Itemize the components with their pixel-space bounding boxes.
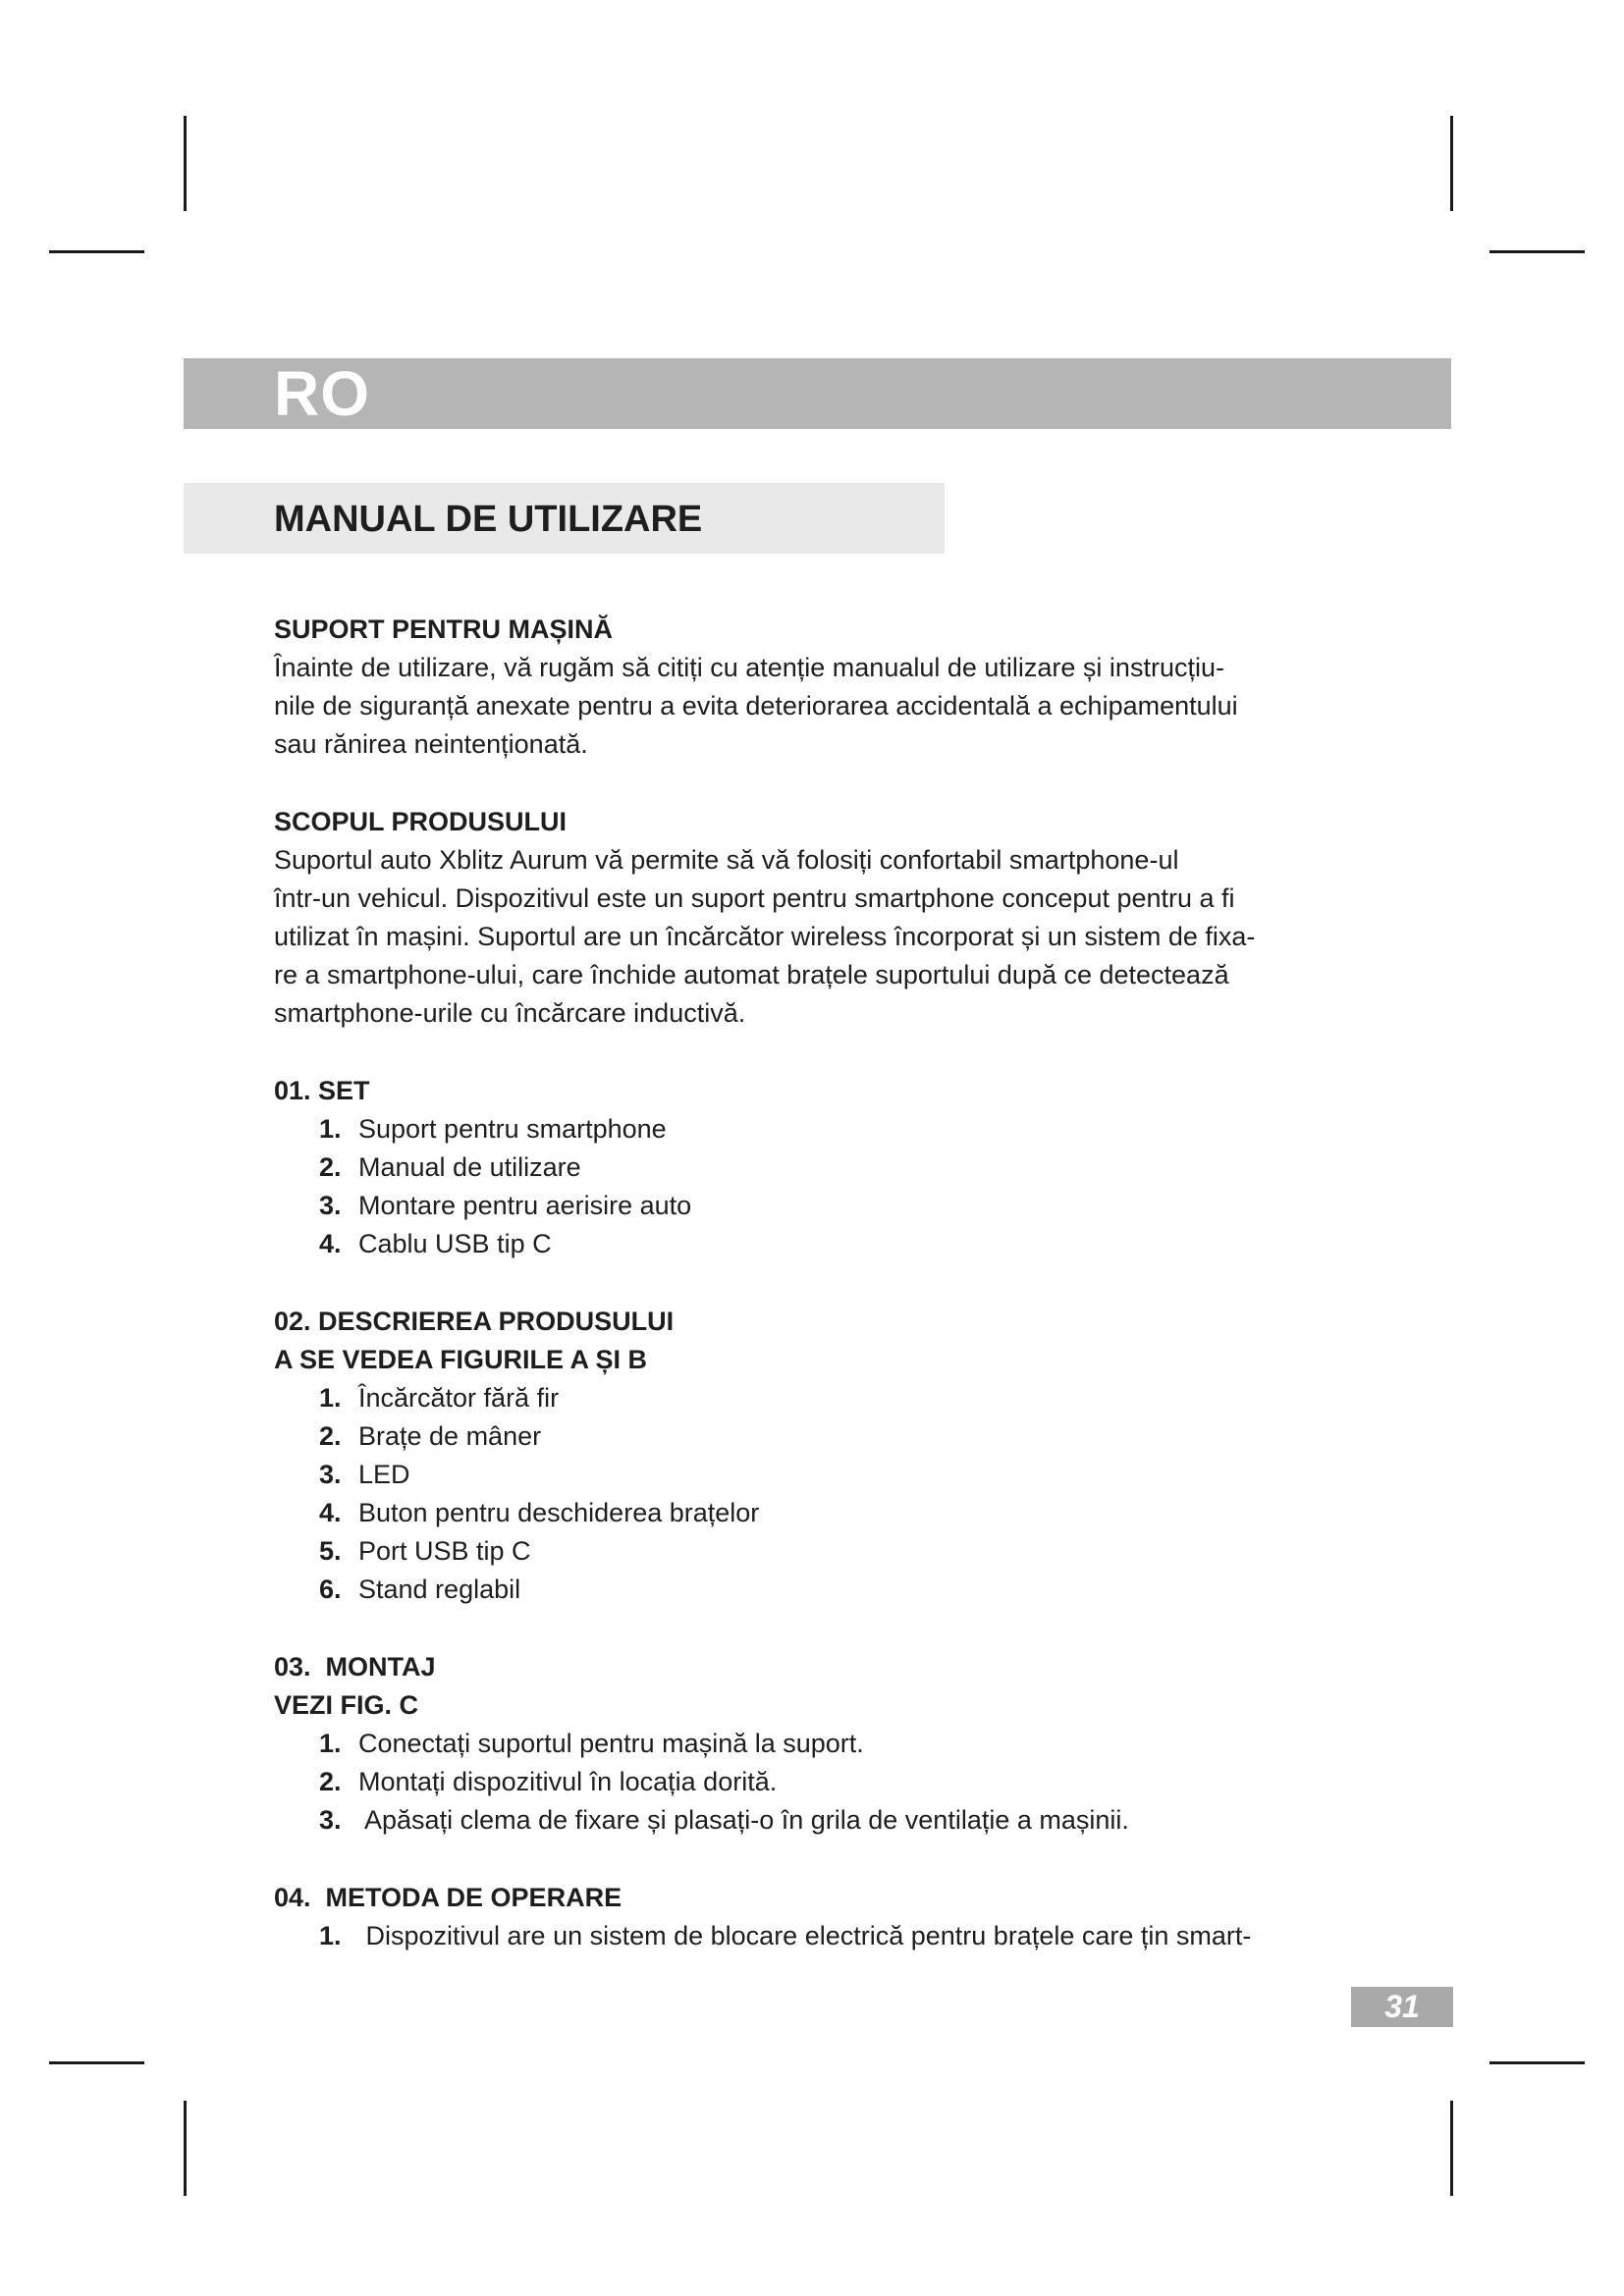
set-list	[274, 1110, 1374, 1263]
list-item	[319, 1225, 1374, 1263]
section-heading: SUPORT PENTRU MAȘINĂ	[274, 614, 614, 644]
list-item-text: Manual de utilizare	[358, 1152, 581, 1182]
crop-mark-bottom-left-vertical	[184, 2101, 187, 2196]
section-heading: 04. METODA DE OPERARE	[274, 1883, 623, 1912]
crop-mark-bottom-right-horizontal	[1489, 2061, 1585, 2064]
section-operation	[274, 1879, 1374, 1955]
list-item-text: Buton pentru deschiderea brațelor	[358, 1498, 760, 1527]
list-item-text: LED	[358, 1460, 410, 1489]
section-intro	[274, 611, 1374, 764]
paragraph-line: nile de siguranță anexate pentru a evita deteriorarea accidentală a echipamentului	[274, 691, 1238, 721]
section-heading: 02. DESCRIEREA PRODUSULUI	[274, 1307, 675, 1336]
page-number: 31	[1351, 1987, 1453, 2027]
section-montage	[274, 1648, 1374, 1840]
manual-content	[274, 611, 1374, 1955]
list-item-number: 1.	[319, 1383, 342, 1413]
list-item-text: Brațe de mâner	[358, 1421, 542, 1451]
paragraph-line: utilizat în mașini. Suportul are un încărcător wireless încorporat și un sistem de fixa-	[274, 922, 1256, 951]
list-item-text: Montare pentru aerisire auto	[358, 1191, 692, 1220]
list-item-text: Cablu USB tip C	[358, 1229, 552, 1258]
language-code: RO	[274, 358, 370, 429]
list-item	[319, 1571, 1374, 1609]
crop-mark-top-left-horizontal	[49, 250, 144, 253]
paragraph-line: re a smartphone-ului, care închide automat brațele suportului după ce detectează	[274, 960, 1229, 989]
section-purpose	[274, 803, 1374, 1033]
list-item-text: Stand reglabil	[358, 1575, 521, 1604]
operation-list	[274, 1917, 1374, 1955]
list-item-number: 2.	[319, 1152, 342, 1182]
paragraph-line: Suportul auto Xblitz Aurum vă permite să vă folosiți confortabil smartphone-ul	[274, 845, 1179, 875]
section-heading: SCOPUL PRODUSULUI	[274, 807, 568, 836]
section-heading: 03. MONTAJ	[274, 1652, 436, 1682]
list-item	[319, 1110, 1374, 1148]
paragraph-line: sau rănirea neintenționată.	[274, 729, 588, 759]
list-item-text: Port USB tip C	[358, 1536, 531, 1566]
paragraph-line: Înainte de utilizare, vă rugăm să citiți cu atenție manualul de utilizare și instrucțiu-	[274, 653, 1224, 682]
section-description	[274, 1303, 1374, 1609]
title-band	[184, 483, 945, 554]
list-item-number: 2.	[319, 1767, 342, 1796]
list-item	[319, 1379, 1374, 1417]
list-item	[319, 1494, 1374, 1532]
list-item-number: 2.	[319, 1421, 342, 1451]
list-item	[319, 1456, 1374, 1494]
list-item-number: 4.	[319, 1229, 342, 1258]
section-subheading: A SE VEDEA FIGURILE A ȘI B	[274, 1345, 648, 1374]
list-item-text: Montați dispozitivul în locația dorită.	[358, 1767, 778, 1796]
page-title: MANUAL DE UTILIZARE	[274, 499, 703, 540]
list-item	[319, 1725, 1374, 1763]
montage-list	[274, 1725, 1374, 1840]
list-item-number: 3.	[319, 1191, 342, 1220]
list-item-number: 3.	[319, 1805, 342, 1835]
paragraph-line: smartphone-urile cu încărcare inductivă.	[274, 998, 746, 1028]
language-band	[184, 358, 1451, 429]
list-item-text: Suport pentru smartphone	[358, 1114, 667, 1144]
list-item	[319, 1917, 1374, 1955]
crop-mark-bottom-left-horizontal	[49, 2061, 144, 2064]
list-item-number: 6.	[319, 1575, 342, 1604]
description-list	[274, 1379, 1374, 1609]
list-item-number: 3.	[319, 1460, 342, 1489]
crop-mark-top-left-vertical	[184, 116, 187, 211]
list-item	[319, 1148, 1374, 1187]
list-item	[319, 1532, 1374, 1571]
crop-mark-top-right-vertical	[1450, 116, 1453, 211]
section-heading: 01. SET	[274, 1076, 370, 1105]
list-item-number: 1.	[319, 1729, 342, 1758]
list-item-number: 4.	[319, 1498, 342, 1527]
list-item-number: 1.	[319, 1921, 342, 1950]
list-item-text: Încărcător fără fir	[358, 1383, 560, 1413]
section-subheading: VEZI FIG. C	[274, 1690, 419, 1720]
section-set	[274, 1072, 1374, 1263]
crop-mark-bottom-right-vertical	[1450, 2101, 1453, 2196]
crop-mark-top-right-horizontal	[1489, 250, 1585, 253]
list-item	[319, 1763, 1374, 1801]
list-item-number: 5.	[319, 1536, 342, 1566]
paragraph-line: într-un vehicul. Dispozitivul este un suport pentru smartphone conceput pentru a fi	[274, 883, 1235, 913]
list-item	[319, 1417, 1374, 1456]
list-item	[319, 1801, 1374, 1840]
list-item-text: Apăsați clema de fixare și plasați-o în grila de ventilație a mașinii.	[358, 1805, 1129, 1835]
list-item-text: Dispozitivul are un sistem de blocare electrică pentru brațele care țin smart-	[358, 1921, 1252, 1950]
list-item	[319, 1187, 1374, 1225]
list-item-number: 1.	[319, 1114, 342, 1144]
list-item-text: Conectați suportul pentru mașină la suport.	[358, 1729, 864, 1758]
